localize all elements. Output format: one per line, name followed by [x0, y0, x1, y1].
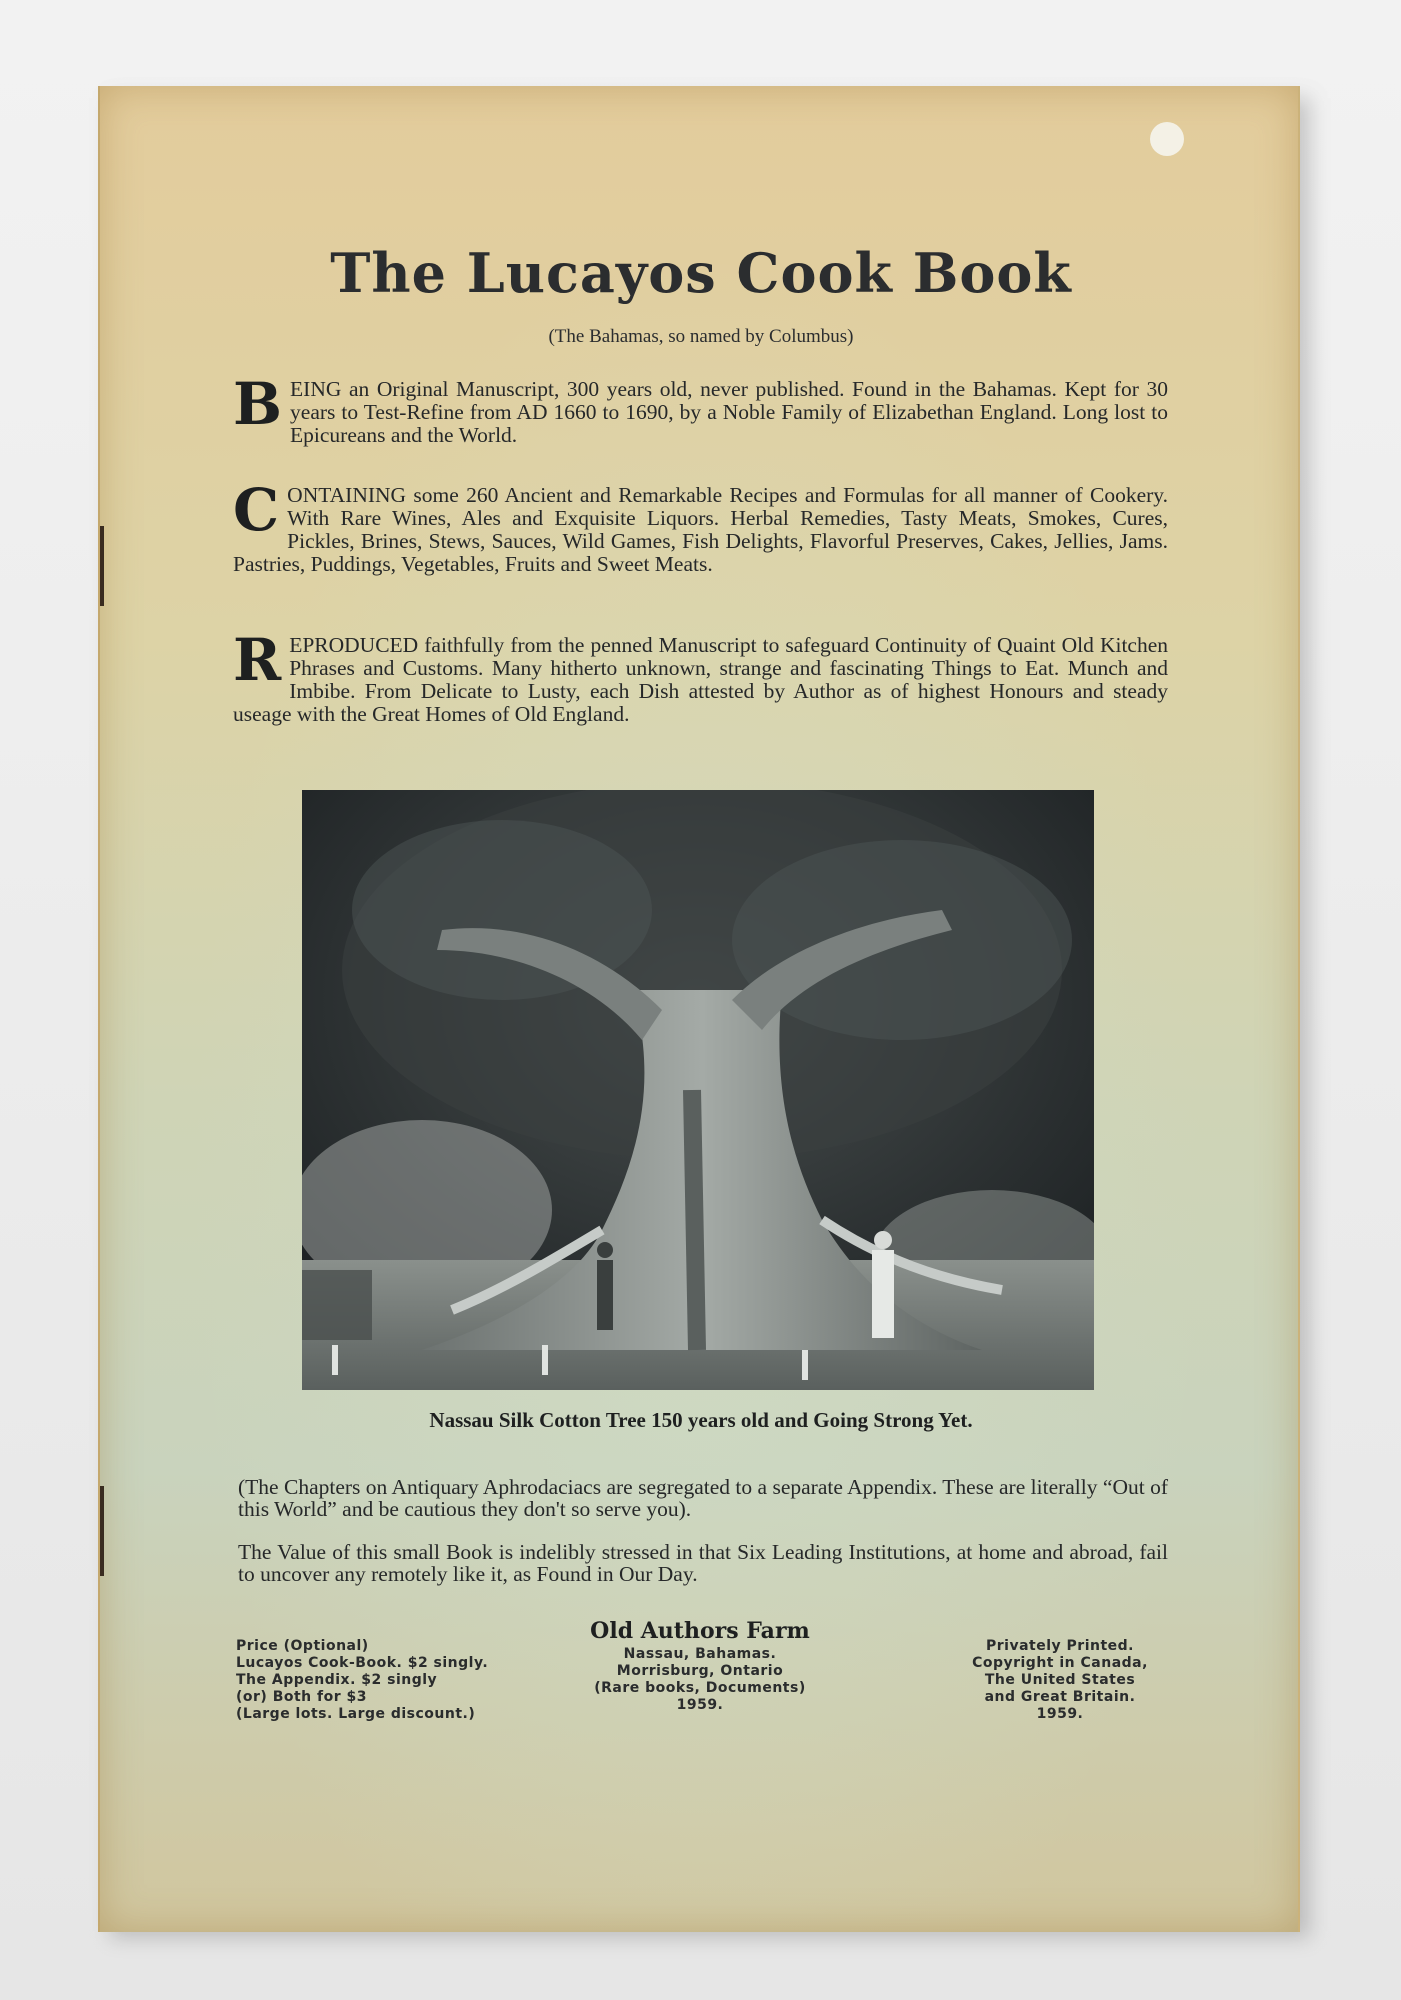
book-title: The Lucayos Cook Book [330, 241, 1072, 305]
price-line: (Large lots. Large discount.) [236, 1706, 476, 1722]
publisher-line: (Rare books, Documents) [594, 1680, 806, 1696]
spine-staple-bottom [98, 1486, 104, 1576]
publisher-line: Nassau, Bahamas. [623, 1646, 777, 1662]
booklet-cover [98, 86, 1300, 1932]
publisher-name: Old Authors Farm [590, 1618, 810, 1644]
paragraph-being [233, 370, 1168, 447]
tree-photograph [302, 790, 1094, 1390]
copyright-line: Privately Printed. [986, 1638, 1134, 1654]
price-line: (or) Both for $3 [236, 1689, 367, 1705]
value-note: The Value of this small Book is indelibly stressed in that Six Leading Institutions, at home and abroad, fail to uncover any remotely like it, as Found in Our Day. [238, 1540, 1168, 1586]
drop-cap: R [233, 626, 282, 694]
spine-staple-top [98, 526, 104, 606]
paragraph-text: EPRODUCED faithfully from the penned Manuscript to safeguard Continuity of Quaint Old Kitchen Phrases and Customs. Many hitherto unknown, strange and fascinating Things to Eat. Munch and Imbibe. From Delicate to Lusty, each Dish attested by Author as of highest Honours and steady useage with the Great Homes of Old England. [233, 633, 1168, 726]
photo-caption: Nassau Silk Cotton Tree 150 years old and Going Strong Yet. [429, 1408, 973, 1432]
appendix-note: (The Chapters on Antiquary Aphrodaciacs are segregated to a separate Appendix. These are literally “Out of this World” and be cautious they don't so serve you). [238, 1475, 1168, 1521]
price-line: The Appendix. $2 singly [236, 1672, 438, 1688]
publisher-block [530, 1616, 870, 1714]
tree-photo-illustration [302, 790, 1094, 1390]
drop-cap: B [233, 370, 283, 438]
copyright-block [940, 1638, 1180, 1723]
copyright-line: The United States [984, 1672, 1136, 1688]
price-line: Price (Optional) [236, 1638, 369, 1654]
paragraph-containing [233, 476, 1168, 576]
copyright-line: and Great Britain. [984, 1689, 1136, 1705]
publisher-line: 1959. [676, 1697, 724, 1713]
paragraph-text: EING an Original Manuscript, 300 years old, never published. Found in the Bahamas. Kept for 30 years to Test-Refine from AD 1660 to 1690, by a Noble Family of Elizabethan England. Long lost to Epicureans and the World. [290, 377, 1168, 447]
book-subtitle: (The Bahamas, so named by Columbus) [548, 326, 854, 347]
punch-hole [1150, 122, 1184, 156]
price-line: Lucayos Cook-Book. $2 singly. [236, 1655, 489, 1671]
price-block [236, 1638, 536, 1723]
paragraph-text: ONTAINING some 260 Ancient and Remarkable Recipes and Formulas for all manner of Cookery. With Rare Wines, Ales and Exquisite Liquors. Herbal Remedies, Tasty Meats, Smokes, Cures, Pickles, Brines, Stews, Sauces, Wild Games, Fish Delights, Flavorful Preserves, Cakes, Jellies, Jams. Pastries, Puddings, Vegetables, Fruits and Sweet Meats. [233, 483, 1168, 576]
copyright-line: Copyright in Canada, [972, 1655, 1148, 1671]
paragraph-reproduced [233, 626, 1168, 726]
copyright-line: 1959. [1036, 1706, 1084, 1722]
publisher-line: Morrisburg, Ontario [616, 1663, 784, 1679]
drop-cap: C [233, 476, 280, 544]
